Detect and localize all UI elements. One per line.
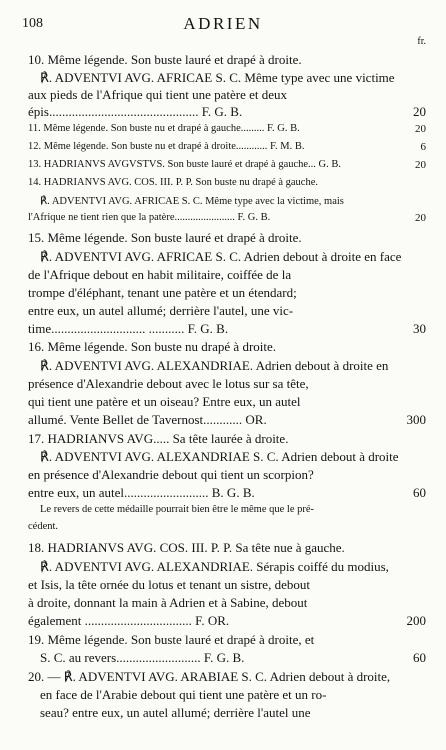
price-value: 20 [415,212,426,224]
line-text: 11. Même légende. Son buste nu et drapé à gauche......... F. G. B. [28,123,300,134]
line-text: ℟. ADVENTVI AVG. AFRICAE S. C. Même type avec la victime, mais [40,196,344,207]
page-number: 108 [22,16,43,31]
line-text: 16. Même légende. Son buste nu drapé à droite. [28,339,277,354]
line-text: ℟. ADVENTVI AVG. ALEXANDRIAE S. C. Adrien debout à droite [40,449,399,464]
page-title: ADRIEN [183,14,263,33]
price-value: 20 [413,104,426,119]
line-text: en face de l'Arabie debout qui tient une patère et un ro- [40,687,327,702]
line-text: ℟. ADVENTVI AVG. AFRICAE S. C. Même type avec une victime [40,70,395,85]
line-text: ℟. ADVENTVI AVG. AFRICAE S. C. Adrien debout à droite en face [40,249,402,264]
line-text: 13. HADRIANVS AVGVSTVS. Son buste lauré et drapé à gauche... G. B. [28,159,342,170]
price-value: 60 [413,485,426,500]
price-value: 20 [415,123,426,135]
line-text: 12. Même légende. Son buste nu et drapé à droite............ F. M. B. [28,141,305,152]
line-text: et Isis, la tête ornée du lotus et tenant un sistre, debout [28,577,310,592]
line-text: 14. HADRIANVS AVG. COS. III. P. P. Son buste nu drapé à gauche. [28,177,319,188]
line-text: ℟. ADVENTVI AVG. ALEXANDRIAE. Sérapis coiffé du modius, [40,559,389,574]
line-text: de l'Afrique debout en habit militaire, coiffée de la [28,267,292,282]
line-text: aux pieds de l'Afrique qui tient une patère et deux [28,87,288,102]
line-text: 10. Même légende. Son buste lauré et drapé à droite. [28,52,302,67]
line-text: à droite, donnant la main à Adrien et à Sabine, debout [28,595,308,610]
line-text: qui tient une patère et un oiseau? Entre eux, un autel [28,394,301,409]
line-text: cédent. [28,521,59,532]
line-text: 19. Même légende. Son buste lauré et drapé à droite, et [28,632,315,647]
line-text: 15. Même légende. Son buste lauré et drapé à droite. [28,230,302,245]
price-value: 200 [406,613,426,628]
running-header [0,14,446,47]
line-text: S. C. au revers.......................... F. G. B. [40,650,245,665]
line-text: Le revers de cette médaille pourrait bien être le même que le pré- [40,504,315,515]
line-text: time............................. ........... F. G. B. [28,321,229,336]
line-text: en présence d'Alexandrie debout qui tient un scorpion? [28,467,314,482]
line-text: allumé. Vente Bellet de Tavernost............ OR. [28,412,267,427]
line-text: seau? entre eux, un autel allumé; derrière l'autel une [40,705,311,720]
line-text: entre eux, un autel allumé; derrière l'autel, une vic- [28,303,294,318]
line-text: entre eux, un autel.......................... B. G. B. [28,485,255,500]
line-text: l'Afrique ne tient rien que la patère....................... F. G. B. [28,212,271,223]
price-value: 20 [415,159,426,171]
currency-unit-label: fr. [417,36,426,47]
price-value: 60 [413,650,426,665]
price-value: 6 [420,141,426,153]
line-text: 20. — ℟. ADVENTVI AVG. ARABIAE S. C. Adrien debout à droite, [28,669,391,684]
line-text: trompe d'éléphant, tenant une patère et un étendard; [28,285,297,300]
line-text: également ................................. F. OR. [28,613,230,628]
line-text: présence d'Alexandrie debout avec le lotus sur sa tête, [28,376,309,391]
line-text: 17. HADRIANVS AVG..... Sa tête laurée à droite. [28,431,289,446]
line-text: 18. HADRIANVS AVG. COS. III. P. P. Sa tête nue à gauche. [28,540,345,555]
price-value: 30 [413,321,426,336]
line-text: ℟. ADVENTVI AVG. ALEXANDRIAE. Adrien debout à droite en [40,358,389,373]
line-text: épis.............................................. F. G. B. [28,104,243,119]
price-value: 300 [406,412,426,427]
